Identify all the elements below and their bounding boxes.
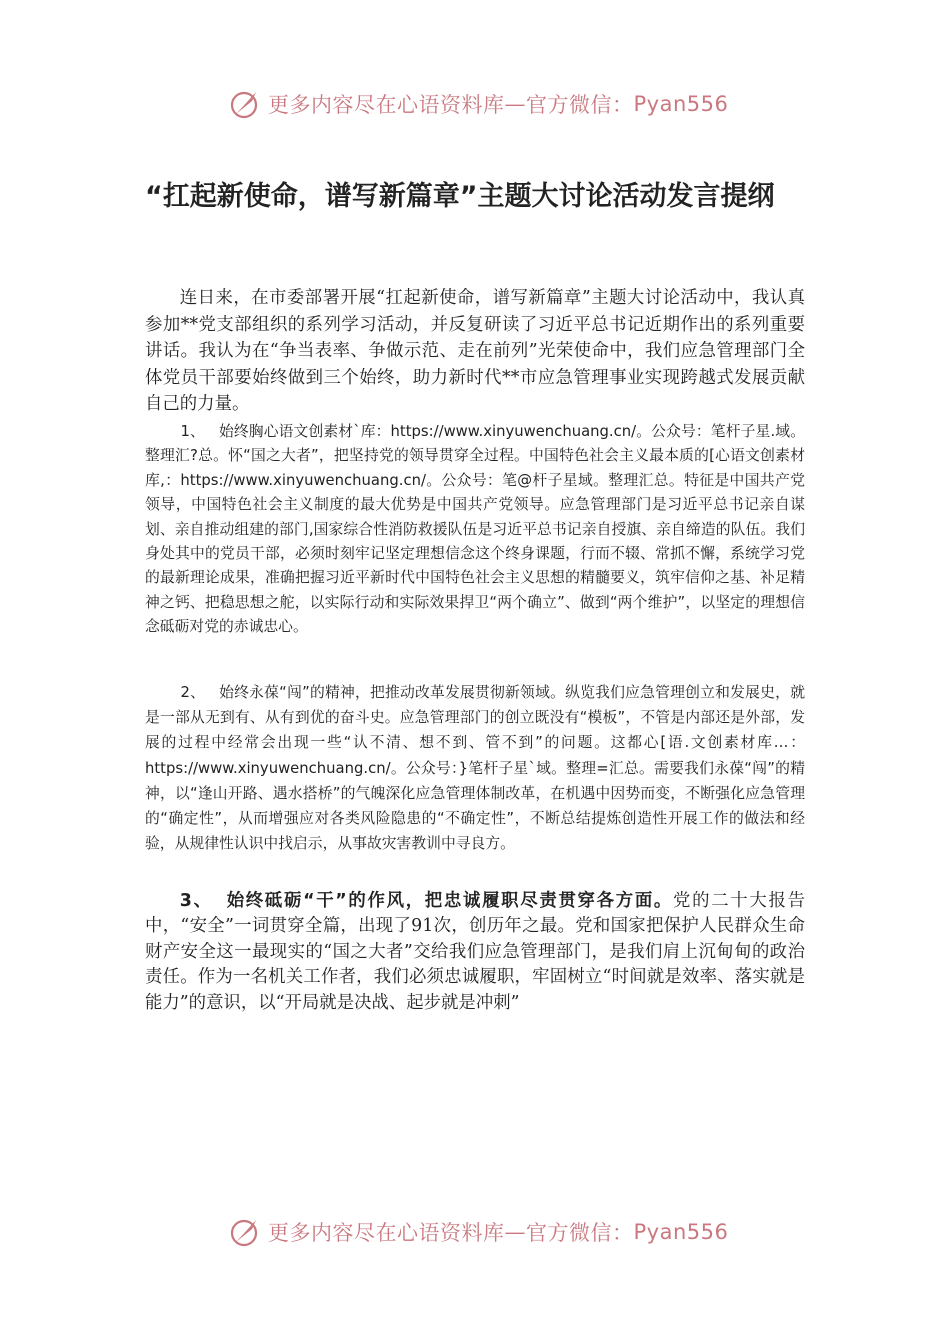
section-3-paragraph: [145, 889, 805, 1016]
banner-wechat-id: Pyan556: [633, 92, 729, 116]
section-1-number: 1、: [180, 423, 205, 440]
section-3-number: 3、: [179, 891, 213, 911]
section-3-text: 党的二十大报告中，“安全”一词贯穿全篇，出现了91次，创历年之最。党和国家把保护人民群众生命财产安全这一最现实的“国之大者”交给我们应急管理部门，是我们肩上沉甸甸的政治责任。作为一名机关工作者，我们必须忠诚履职，牢固树立“时间就是效率、落实就是能力”的意识，以“开局就是决战、起步就是冲刺”: [145, 891, 805, 1013]
section-1-text: 始终胸心语文创素材`库：https://www.xinyuwenchuang.cn/。公众号：笔杆子星.域。整理汇?总。怀“国之大者”，把坚持党的领导贯穿全过程。中国特色社会主义最本质的[心语文创素材库,：https://www.xinyuwenchuang.cn/。公众号：笔@杆子星域。整理汇总。特征是中国共产党领导，中国特色社会主义制度的最大优势是中国共产党领导。应急管理部门是习近平总书记亲自谋划、亲自推动组建的部门,国家综合性消防救援队伍是习近平总书记亲自授旗、亲自缔造的队伍。我们身处其中的党员干部，必须时刻牢记坚定理想信念这个终身课题，行而不辍、常抓不懈，系统学习党的最新理论成果，准确把握习近平新时代中国特色社会主义思想的精髓要义，筑牢信仰之基、补足精神之钙、把稳思想之舵，以实际行动和实际效果捍卫“两个确立”、做到“两个维护”，以坚定的理想信念砥砺对党的赤诚忠心。: [145, 423, 805, 636]
section-2-number: 2、: [180, 684, 206, 701]
section-2-paragraph: [145, 680, 805, 856]
banner-text: 更多内容尽在心语资料库: [268, 93, 505, 117]
footer-watermark-banner: [228, 1212, 748, 1252]
section-2-text: 始终永葆“闯”的精神，把推动改革发展贯彻新领域。纵览我们应急管理创立和发展史，就是一部从无到有、从有到优的奋斗史。应急管理部门的创立既没有“模板”，不管是内部还是外部，发展的过程中经常会出现一些“认不清、想不到、管不到”的问题。这都心[语.文创素材库…：https://www.xinyuwenchuang.cn/。公众号：}笔杆子星`域。整理=汇总。需要我们永葆“闯”的精神，以“逢山开路、遇水搭桥”的气魄深化应急管理体制改革，在机遇中因势而变，不断强化应急管理的“确定性”，从而增强应对各类风险隐患的“不确定性”，不断总结提炼创造性开展工作的做法和经验，从规律性认识中找启示，从事故灾害教训中寻良方。: [145, 684, 805, 853]
banner-wechat-label: 官方微信：: [526, 1221, 634, 1245]
document-title: “扛起新使命，谱写新篇章”主题大讨论活动发言提纲: [145, 181, 775, 212]
banner-wechat-id: Pyan556: [633, 1220, 729, 1244]
banner-wechat-label: 官方微信：: [526, 93, 634, 117]
intro-paragraph: 连日来，在市委部署开展“扛起新使命，谱写新篇章”主题大讨论活动中，我认真参加**党支部组织的系列学习活动，并反复研读了习近平总书记近期作出的系列重要讲话。我认为在“争当表率、争做示范、走在前列”光荣使命中，我们应急管理部门全体党员干部要始终做到三个始终，助力新时代**市应急管理事业实现跨越式发展贡献自己的力量。: [145, 288, 805, 414]
banner-dash: —: [504, 92, 526, 116]
section-1-paragraph: [145, 420, 805, 640]
section-3-lead: 始终砥砺“干”的作风，把忠诚履职尽责贯穿各方面。: [226, 891, 674, 911]
banner-dash: —: [504, 1220, 526, 1244]
quill-logo-icon: [228, 87, 262, 121]
header-watermark-banner: [228, 84, 748, 124]
banner-text: 更多内容尽在心语资料库: [268, 1221, 505, 1245]
quill-logo-icon: [228, 1215, 262, 1249]
